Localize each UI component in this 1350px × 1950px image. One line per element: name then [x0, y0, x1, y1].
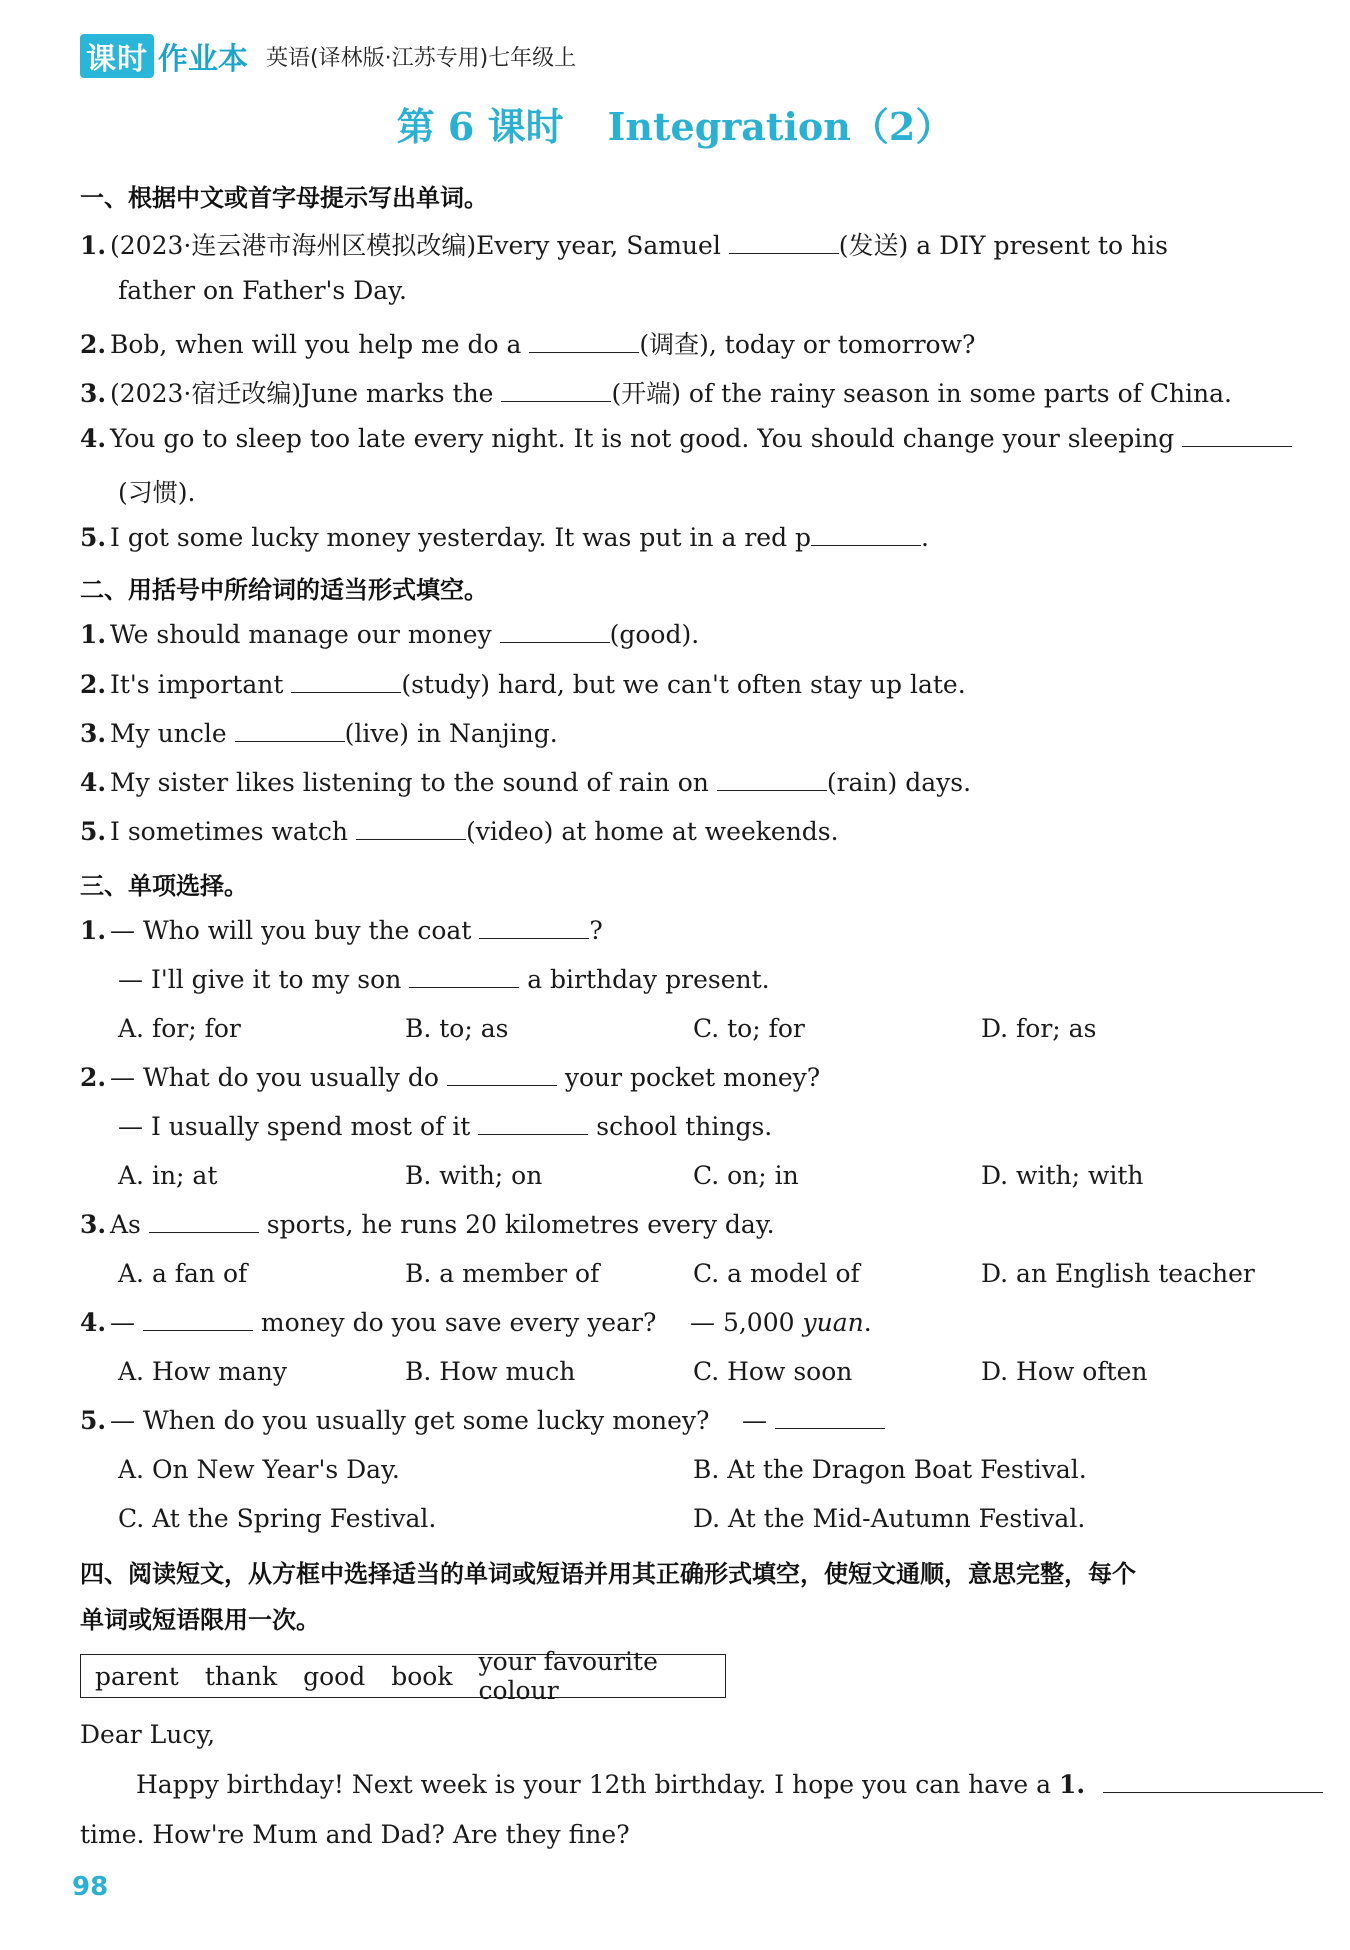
s2-question-5: 5. I sometimes watch (video) at home at weekends. [80, 817, 839, 846]
option-d[interactable]: D. How often [981, 1357, 1148, 1386]
s1-question-1-cont: father on Father's Day. [118, 276, 407, 305]
option-b[interactable]: B. At the Dragon Boat Festival. [693, 1455, 1087, 1484]
section-1-heading: 一、根据中文或首字母提示写出单词。 [80, 184, 488, 212]
option-d[interactable]: D. At the Mid-Autumn Festival. [693, 1504, 1086, 1533]
answer-blank[interactable] [1103, 1770, 1323, 1793]
brand-logo-text: 作业本 [158, 42, 248, 77]
word-option: thank [204, 1661, 278, 1691]
option-c[interactable]: C. At the Spring Festival. [118, 1504, 437, 1533]
page-number: 98 [72, 1872, 109, 1902]
s2-question-3: 3. My uncle (live) in Nanjing. [80, 719, 558, 748]
brand-logo-box: 课时 [80, 34, 154, 78]
section-3-heading: 三、单项选择。 [80, 872, 248, 900]
answer-blank[interactable] [143, 1308, 253, 1331]
answer-blank[interactable] [409, 965, 519, 988]
s1-question-2: 2. Bob, when will you help me do a (调查), today or tomorrow? [80, 330, 976, 359]
answer-blank[interactable] [447, 1063, 557, 1086]
answer-blank[interactable] [717, 768, 827, 791]
s3-question-5-reply: — [742, 1406, 885, 1435]
answer-blank[interactable] [149, 1210, 259, 1233]
section-4-heading-cont: 单词或短语限用一次。 [80, 1606, 320, 1634]
letter-paragraph-1-cont: time. How're Mum and Dad? Are they fine? [80, 1820, 630, 1849]
answer-blank[interactable] [1182, 424, 1292, 447]
word-option: good [303, 1661, 366, 1691]
option-c[interactable]: C. on; in [693, 1161, 799, 1190]
answer-blank[interactable] [811, 523, 921, 546]
s3-question-4-reply: — 5,000 yuan. [690, 1308, 872, 1337]
lesson-topic: Integration（2） [607, 104, 954, 149]
option-b[interactable]: B. with; on [405, 1161, 543, 1190]
s2-question-2: 2. It's important (study) hard, but we can't often stay up late. [80, 670, 966, 699]
answer-blank[interactable] [291, 670, 401, 693]
s1-question-4: 4. You go to sleep too late every night. It is not good. You should change your sleeping [80, 424, 1292, 453]
answer-blank[interactable] [529, 330, 639, 353]
option-b[interactable]: B. to; as [405, 1014, 509, 1043]
option-a[interactable]: A. for; for [118, 1014, 241, 1043]
s1-question-1: 1. (2023·连云港市海州区模拟改编)Every year, Samuel (发送) a DIY present to his [80, 231, 1168, 260]
s1-question-5: 5. I got some lucky money yesterday. It was put in a red p . [80, 523, 929, 552]
section-4-heading: 四、阅读短文，从方框中选择适当的单词或短语并用其正确形式填空，使短文通顺，意思完整，每个 [80, 1560, 1136, 1588]
answer-blank[interactable] [775, 1406, 885, 1429]
letter-paragraph-1: Happy birthday! Next week is your 12th birthday. I hope you can have a 1. [136, 1770, 1323, 1799]
option-c[interactable]: C. a model of [693, 1259, 860, 1288]
option-b[interactable]: B. How much [405, 1357, 576, 1386]
s3-question-2: 2. — What do you usually do your pocket money? [80, 1063, 821, 1092]
answer-blank[interactable] [356, 817, 466, 840]
option-a[interactable]: A. How many [118, 1357, 287, 1386]
letter-greeting: Dear Lucy, [80, 1720, 216, 1749]
s3-question-4: 4. — money do you save every year? [80, 1308, 657, 1337]
answer-blank[interactable] [500, 620, 610, 643]
section-2-heading: 二、用括号中所给词的适当形式填空。 [80, 576, 488, 604]
answer-blank[interactable] [479, 916, 589, 939]
word-option: parent [95, 1661, 179, 1691]
book-subtitle: 英语(译林版·江苏专用)七年级上 [266, 45, 577, 71]
option-d[interactable]: D. with; with [981, 1161, 1144, 1190]
page-title [0, 96, 1350, 151]
word-option: book [391, 1661, 453, 1691]
s2-question-1: 1. We should manage our money (good). [80, 620, 700, 649]
option-c[interactable]: C. How soon [693, 1357, 853, 1386]
word-option: your favourite colour [478, 1647, 658, 1705]
option-a[interactable]: A. in; at [118, 1161, 218, 1190]
book-header [80, 36, 576, 76]
option-d[interactable]: D. an English teacher [981, 1259, 1255, 1288]
lesson-number: 第 6 课时 [396, 104, 564, 149]
option-a[interactable]: A. On New Year's Day. [118, 1455, 400, 1484]
s2-question-4: 4. My sister likes listening to the sound of rain on (rain) days. [80, 768, 972, 797]
answer-blank[interactable] [235, 719, 345, 742]
s3-question-3: 3. As sports, he runs 20 kilometres every day. [80, 1210, 775, 1239]
answer-blank[interactable] [501, 379, 611, 402]
s3-question-2-reply: — I usually spend most of it school things. [118, 1112, 773, 1141]
s3-question-1-reply: — I'll give it to my son a birthday present. [118, 965, 770, 994]
s1-question-4-cont: (习惯). [118, 478, 196, 507]
answer-blank[interactable] [729, 231, 839, 254]
s3-question-5: 5. — When do you usually get some lucky money? [80, 1406, 710, 1435]
option-d[interactable]: D. for; as [981, 1014, 1097, 1043]
s1-question-3: 3. (2023·宿迁改编)June marks the (开端) of the rainy season in some parts of China. [80, 379, 1232, 408]
word-box [80, 1647, 726, 1705]
option-a[interactable]: A. a fan of [118, 1259, 248, 1288]
option-c[interactable]: C. to; for [693, 1014, 805, 1043]
s3-question-1: 1. — Who will you buy the coat ? [80, 916, 603, 945]
answer-blank[interactable] [478, 1112, 588, 1135]
option-b[interactable]: B. a member of [405, 1259, 600, 1288]
